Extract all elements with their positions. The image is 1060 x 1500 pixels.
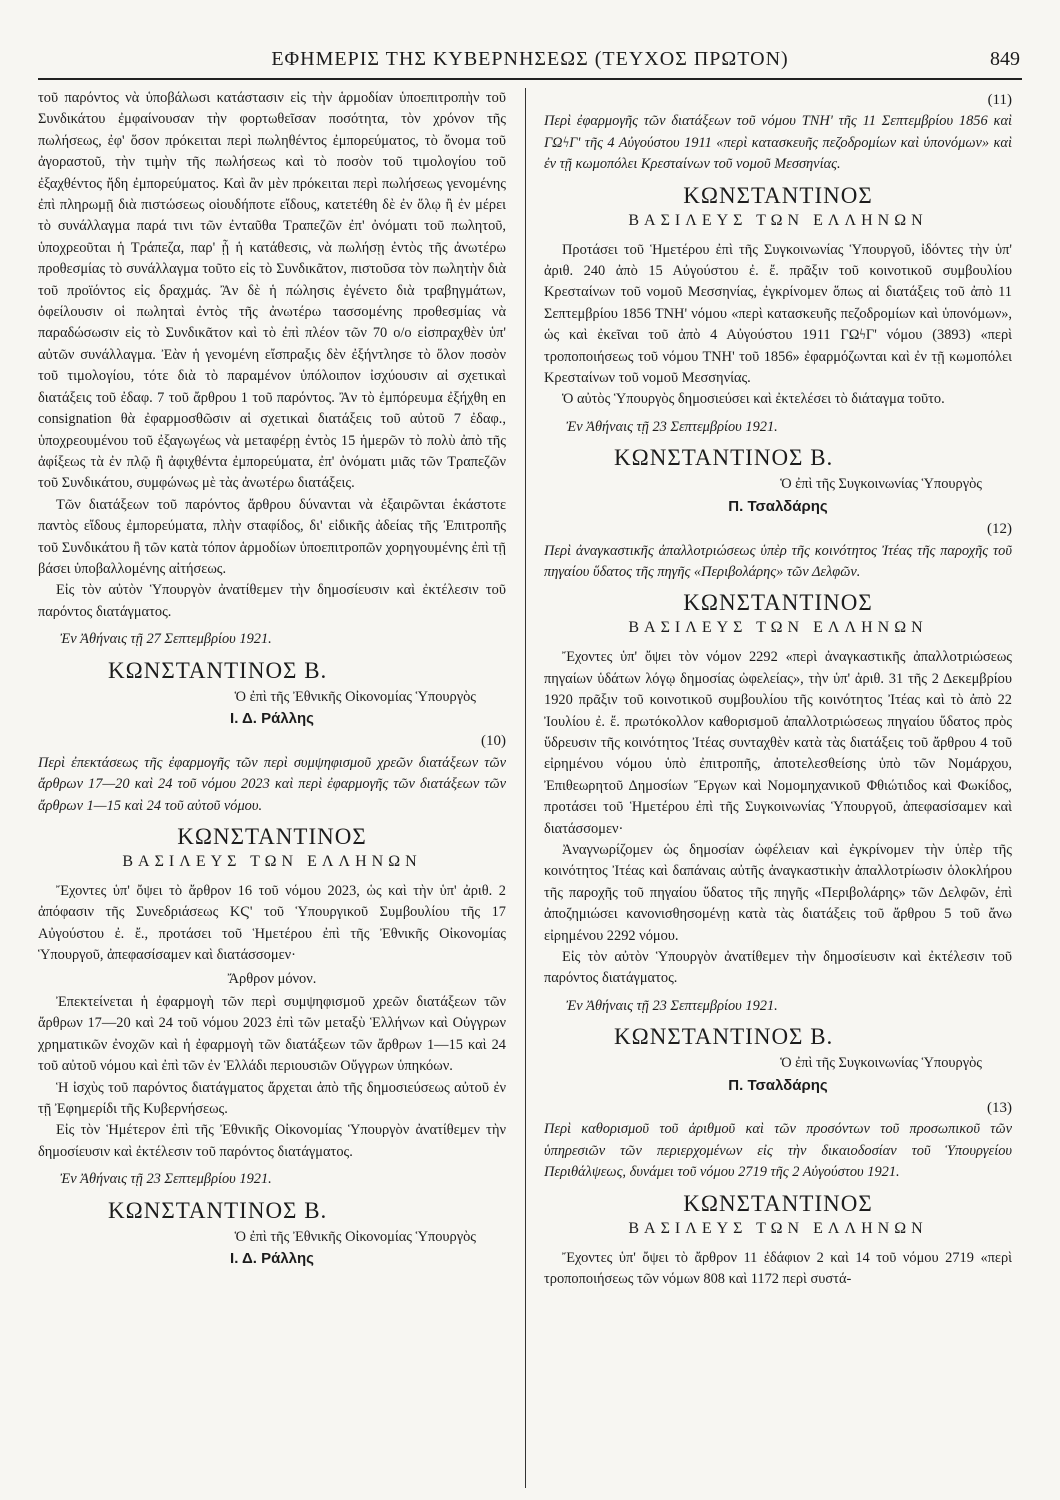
paragraph: Ἔχοντες ὑπ' ὄψει τὸ ἄρθρον 11 ἐδάφιον 2 καὶ 14 τοῦ νόμου 2719 «περὶ τροποποιήσεως τῶν νόμων 808 καὶ 1172 περὶ συστά- xyxy=(544,1249,1012,1288)
king-subheading: ΒΑΣΙΛΕΥΣ ΤΩΝ ΕΛΛΗΝΩΝ xyxy=(628,211,928,229)
decree-title: Περὶ ἐφαρμογῆς τῶν διατάξεων τοῦ νόμου ΤΝΗ' τῆς 11 Σεπτεμβρίου 1856 καὶ ΓΩϟΓ' τῆς 4 Αὐγούστου 1911 «περὶ κατασκευῆς πεζοδρομίων καὶ ὑπονόμων» καὶ ἐν τῇ κωμοπόλει Κρεσταίνων τοῦ νομοῦ Μεσσηνίας. xyxy=(544,113,1012,173)
paragraph: Εἰς τὸν αὐτὸν Ὑπουργὸν ἀνατίθεμεν τὴν δημοσίευσιν καὶ ἐκτέλεσιν τοῦ παρόντος διατάγματος. xyxy=(38,582,506,620)
minister-title: Ὁ ἐπὶ τῆς Συγκοινωνίας Ὑπουργὸς xyxy=(780,476,982,493)
paragraph: Ἀναγνωρίζομεν ὡς δημοσίαν ὠφέλειαν καὶ ἐγκρίνομεν τὴν ὑπὲρ τῆς κοινότητος Ἰτέας καὶ δαπάναις αὐτῆς ἀναγκαστικὴν ἀπαλλοτρίωσιν ὁλοκλήρου τῆς παροχῆς τοῦ πηγαίου ὕδατος τῆς πηγῆς «Περιβολάρης» τῶν Δελφῶν, ἐπὶ ἀποζημιώσει κανονισθησομένῃ κατὰ τὰς διατάξεις τοῦ ἄρθρου 5 τοῦ ἄνω εἰρημένου 2292 νόμου. xyxy=(544,841,1012,944)
article-heading: Ἄρθρον μόνον. xyxy=(227,970,317,987)
decree-number: (12) xyxy=(987,521,1012,538)
minister-title: Ὁ ἐπὶ τῆς Ἐθνικῆς Οἰκονομίας Ὑπουργὸς xyxy=(234,1228,476,1245)
paragraph: Ἡ ἰσχὺς τοῦ παρόντος διατάγματος ἄρχεται ἀπὸ τῆς δημοσιεύσεως αὐτοῦ ἐν τῇ Ἐφημερίδι τῆς Κυβερνήσεως. xyxy=(38,1079,506,1118)
decree-date: Ἐν Ἀθήναις τῇ 27 Σεπτεμβρίου 1921. xyxy=(60,631,272,648)
paragraph: Ἔχοντες ὑπ' ὄψει τὸ ἄρθρον 16 τοῦ νόμου 2023, ὡς καὶ τὴν ὑπ' ἀριθ. 2 ἀπόφασιν τῆς Συνεδριάσεως ΚϚ' τοῦ Ὑπουργικοῦ Συμβουλίου τῆς 17 Αὐγούστου ἐ. ἔ., προτάσει τοῦ Ἡμετέρου ἐπὶ τῆς Ἐθνικῆς Οἰκονομίας Ὑπουργοῦ, ἀπεφασίσαμεν καὶ διατάσσομεν· xyxy=(38,883,506,964)
paragraph: Εἰς τὸν αὐτὸν Ὑπουργὸν ἀνατίθεμεν τὴν δημοσίευσιν καὶ ἐκτέλεσιν τοῦ παρόντος διατάγματος. xyxy=(544,949,1012,987)
paragraph: Εἰς τὸν Ἡμέτερον ἐπὶ τῆς Ἐθνικῆς Οἰκονομίας Ὑπουργὸν ἀνατίθεμεν τὴν δημοσίευσιν καὶ ἐκτέλεσιν τοῦ παρόντος διατάγματος. xyxy=(38,1122,506,1160)
paragraph: Ὁ αὐτὸς Ὑπουργὸς δημοσιεύσει καὶ ἐκτελέσει τὸ διάταγμα τοῦτο. xyxy=(562,391,945,408)
king-signature: ΚΩΝΣΤΑΝΤΙΝΟΣ Β. xyxy=(108,657,328,683)
decree-number: (11) xyxy=(987,92,1012,108)
king-signature: ΚΩΝΣΤΑΝΤΙΝΟΣ Β. xyxy=(108,1197,328,1223)
page-header xyxy=(38,48,1022,80)
paragraph: Προτάσει τοῦ Ἡμετέρου ἐπὶ τῆς Συγκοινωνίας Ὑπουργοῦ, ἰδόντες τὴν ὑπ' ἀριθ. 240 ἀπὸ 15 Αὐγούστου ἐ. ἔ. πρᾶξιν τοῦ κοινοτικοῦ συμβουλίου Κρεσταίνων τοῦ νομοῦ Μεσσηνίας, ἐγκρίνομεν ὅπως αἱ διατάξεις τοῦ ἀπὸ 11 Σεπτεμβρίου 1856 ΤΝΗ' νόμου «περὶ κατασκευῆς πεζοδρομίων καὶ ὑπονόμων», ὡς καὶ ἐκεῖναι τοῦ ἀπὸ 4 Αὐγούστου 1911 ΓΩϟΓ' νόμου (3893) «περὶ τροποποιήσεως τοῦ νόμου ΤΝΗ' τοῦ 1856» ἐφαρμόζωνται καὶ ἐν τῇ κωμοπόλει Κρεσταίνων τοῦ νομοῦ Μεσσηνίας. xyxy=(544,241,1012,387)
minister-title: Ὁ ἐπὶ τῆς Ἐθνικῆς Οἰκονομίας Ὑπουργὸς xyxy=(234,688,476,705)
decree-number: (10) xyxy=(481,733,506,750)
king-heading: ΚΩΝΣΤΑΝΤΙΝΟΣ xyxy=(683,182,873,208)
king-subheading: ΒΑΣΙΛΕΥΣ ΤΩΝ ΕΛΛΗΝΩΝ xyxy=(122,853,422,870)
column-divider xyxy=(525,88,526,1488)
king-heading: ΚΩΝΣΤΑΝΤΙΝΟΣ xyxy=(683,1190,873,1216)
paragraph: Τῶν διατάξεων τοῦ παρόντος ἄρθρου δύνανται νὰ ἐξαιρῶνται ἑκάστοτε παντὸς εἴδους ἐμπορεύματα, πλὴν σταφίδος, δι' εἰδικῆς ἀδείας τῆς Ἐπιτροπῆς τοῦ Συνδικάτου ἢ τῶν κατὰ τόπον ἁρμοδίων ὑποεπιτροπῶν χορηγουμένης ἐπὶ τῇ βάσει ὑποβαλλομένης αἰτήσεως. xyxy=(38,496,506,577)
minister-signature: Ι. Δ. Ράλλης xyxy=(230,1250,314,1268)
king-heading: ΚΩΝΣΤΑΝΤΙΝΟΣ xyxy=(177,824,367,849)
minister-signature: Π. Τσαλδάρης xyxy=(728,497,828,515)
minister-signature: Π. Τσαλδάρης xyxy=(728,1076,828,1094)
decree-title: Περὶ ἐπεκτάσεως τῆς ἐφαρμογῆς τῶν περὶ συμψηφισμοῦ χρεῶν διατάξεων τῶν ἄρθρων 17—20 καὶ 24 τοῦ νόμου 2023 καὶ περὶ ἐφαρμογῆς τῶν διατάξεων τῶν ἄρθρων 1—15 καὶ 24 τοῦ αὐτοῦ νόμου. xyxy=(38,754,506,814)
decree-title: Περὶ καθορισμοῦ τοῦ ἀριθμοῦ καὶ τῶν προσόντων τοῦ προσωπικοῦ τῶν ὑπηρεσιῶν τῶν περιερχομένων εἰς τὴν δικαιοδοσίαν τοῦ Ὑπουργείου Περιθάλψεως, δυνάμει τοῦ νόμου 2719 τῆς 2 Αὐγούστου 1921. xyxy=(544,1121,1012,1181)
gazette-title: ΕΦΗΜΕΡΙΣ ΤΗΣ ΚΥΒΕΡΝΗΣΕΩΣ (ΤΕΥΧΟΣ ΠΡΩΤΟΝ) xyxy=(271,48,789,70)
king-subheading: ΒΑΣΙΛΕΥΣ ΤΩΝ ΕΛΛΗΝΩΝ xyxy=(628,619,928,637)
decree-date: Ἐν Ἀθήναις τῇ 23 Σεπτεμβρίου 1921. xyxy=(566,997,778,1014)
decree-title: Περὶ ἀναγκαστικῆς ἀπαλλοτριώσεως ὑπὲρ τῆς κοινότητος Ἰτέας τῆς παροχῆς τοῦ πηγαίου ὕδατος τῆς πηγῆς «Περιβολάρης» τῶν Δελφῶν. xyxy=(544,542,1012,580)
decree-date: Ἐν Ἀθήναις τῇ 23 Σεπτεμβρίου 1921. xyxy=(566,418,778,435)
decree-number: (13) xyxy=(987,1100,1012,1117)
minister-signature: Ι. Δ. Ράλλης xyxy=(230,709,314,727)
paragraph: Ἔχοντες ὑπ' ὄψει τὸν νόμον 2292 «περὶ ἀναγκαστικῆς ἀπαλλοτριώσεως πηγαίων ὑδάτων λόγῳ δημοσίας ὠφελείας», τὴν ὑπ' ἀριθ. 31 τῆς 2 Δεκεμβρίου 1920 πρᾶξιν τοῦ κοινοτικοῦ συμβουλίου τῆς κοινότητος Ἰτέας καὶ τὸ ἀπὸ 22 Ἰουλίου ἐ. ἔ. πρωτόκολλον καθορισμοῦ ἀπαλλοτριώσεως πηγαίου ὕδατος πρὸς ὕδρευσιν τῆς κοινότητος Ἰτέας συνταχθὲν κατὰ τὰς διατάξεις τοῦ ἄρθρου 4 τοῦ εἰρημένου νόμου ὑπὸ ἐπιτροπῆς, ἀποτελεσθείσης ὑπὸ τῶν Νομάρχου, Ἐπιθεωρητοῦ Δημοσίων Ἔργων καὶ Νομομηχανικοῦ Φθιώτιδος καὶ Φωκίδος, προτάσει τοῦ Ἡμετέρου ἐπὶ τῆς Συγκοινωνίας Ὑπουργοῦ, ἀπεφασίσαμεν καὶ διατάσσομεν· xyxy=(544,649,1012,837)
decree-date: Ἐν Ἀθήναις τῇ 23 Σεπτεμβρίου 1921. xyxy=(60,1171,272,1188)
king-heading: ΚΩΝΣΤΑΝΤΙΝΟΣ xyxy=(683,590,873,616)
right-column xyxy=(544,88,1012,1290)
paragraph: τοῦ παρόντος νὰ ὑποβάλωσι κατάστασιν εἰς τὴν ἁρμοδίαν ὑποεπιτροπὴν τοῦ Συνδικάτου ἐμφαίνουσαν τὴν φορτωθεῖσαν ποσότητα, τὸν χρόνον τῆς πωλήσεως, ἐφ' ὅσον πρόκειται περὶ πωληθέντος ἐμπορεύματος, τὸ ὄνομα τοῦ ἀγοραστοῦ, τὴν τιμὴν τῆς πωλήσεως καὶ τὸ ποσὸν τοῦ τιμολογίου τοῦ ἐξαχθέντος ἤδη ἐμπορεύματος. Καὶ ἂν μὲν πρόκειται περὶ πωλήσεως γενομένης ἐπὶ πληρωμῇ διὰ πιστώσεως οἱουδήποτε εἴδους, κατετέθη δὲ ἐν ὅλῳ ἢ ἐν μέρει τὸ συνάλλαγμα παρά τινι τῶν ἐνταῦθα Τραπεζῶν ἐπ' ὀνόματι τοῦ πωλητοῦ, ὑποχρεοῦται ἡ Τράπεζα, παρ' ᾗ ἡ κατάθεσις, νὰ πωλήσῃ ἐντὸς τῆς ἀνωτέρω προθεσμίας τὸ συνάλλαγμα τοῦτο εἰς τὸ Συνδικᾶτον, πιστοῦσα τὸν πωλητὴν διὰ τοῦ προϊόντος εἰς δραχμάς. Ἂν δὲ ἡ πώλησις ἐγένετο διὰ τραβηγμάτων, ὀφείλουσιν οἱ πωληταὶ ἐντὸς τῆς ἀνωτέρω τασσομένης προθεσμίας νὰ παραδώσωσιν εἰς τὸ Συνδικᾶτον καὶ τὸ ἐπὶ πλέον τῶν 70 ο/ο εἰσπραχθὲν ὑπ' αὐτῶν συνάλλαγμα. Ἐὰν ἡ γενομένη εἴσπραξις δὲν ἐξήντλησε τὸ ὅλον ποσὸν τοῦ τιμολογίου, τότε διὰ τὸ παραμένον ὑπόλοιπον ἰσχύουσιν αἱ σχετικαὶ διατάξεις τοῦ ἐδαφ. 7 τοῦ ἄρθρου 1 τοῦ παρόντος. Ἂν τὸ ἐμπόρευμα ἐξήχθη en consignation θὰ ἐφαρμοσθῶσιν αἱ σχετικαὶ διατάξεις τοῦ αὐτοῦ 7 ἐδαφ., ὑποχρεουμένου τοῦ ἐξαγωγέως νὰ μεταφέρῃ ἐντὸς 15 ἡμερῶν τὸ πολὺ ἀπὸ τῆς ἀφίξεως τὰ ἐν πλῷ ἢ ἀφιχθέντα ἐμπορεύματα, ἐπ' ὀνόματι μιᾶς τῶν Τραπεζῶν τοῦ Συνδικάτου, συμφώνως μὲ τὰς ἀνωτέρω διατάξεις. xyxy=(38,90,506,492)
paragraph: Ἐπεκτείνεται ἡ ἐφαρμογὴ τῶν περὶ συμψηφισμοῦ χρεῶν διατάξεων τῶν ἄρθρων 17—20 καὶ 24 τοῦ νόμου 2023 ἐπὶ τῶν μεταξὺ Ἑλλήνων καὶ Οὐγγρων χρηματικῶν ἐνοχῶν καὶ ἡ ἐφαρμογὴ τῶν διατάξεων τῶν ἄρθρων 1—15 καὶ 24 τοῦ αὐτοῦ νόμου καὶ ἐπὶ τῶν ἐν Ἑλλάδι περιουσιῶν Οὔγγρων ὑπηκόων. xyxy=(38,994,506,1075)
minister-title: Ὁ ἐπὶ τῆς Συγκοινωνίας Ὑπουργὸς xyxy=(780,1055,982,1072)
page-number: 849 xyxy=(990,48,1020,70)
king-signature: ΚΩΝΣΤΑΝΤΙΝΟΣ Β. xyxy=(614,1024,834,1050)
king-signature: ΚΩΝΣΤΑΝΤΙΝΟΣ Β. xyxy=(614,445,834,471)
two-column-body xyxy=(38,88,1022,1488)
left-column xyxy=(38,88,506,1270)
king-subheading: ΒΑΣΙΛΕΥΣ ΤΩΝ ΕΛΛΗΝΩΝ xyxy=(628,1219,928,1237)
